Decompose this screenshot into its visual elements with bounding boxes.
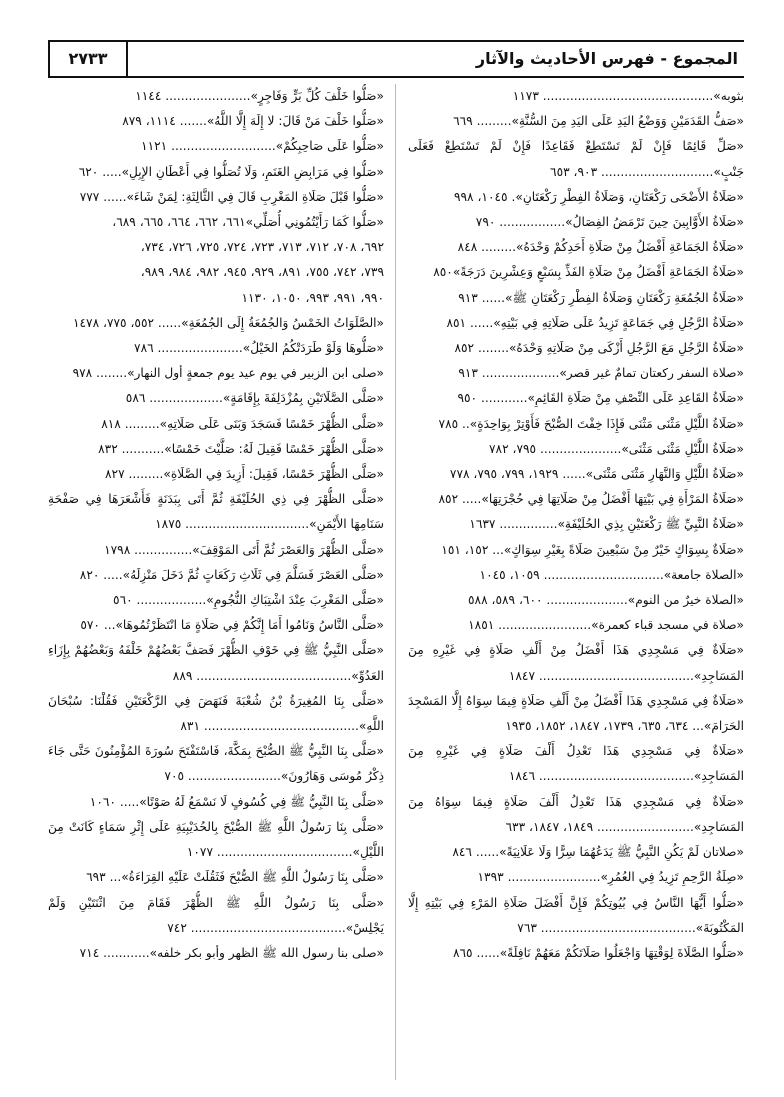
index-entry: «صَلَاةُ الرَّجُلِ فِي جَمَاعَةٍ تَزِيدُ عَلَى صَلَاتِهِ فِي بَيْتِهِ»...... ٨٥١ [446, 315, 744, 330]
index-entry: «صَلُّوا أَيُّهَا النَّاسُ فِي بُيُوتِكُمْ فَإِنَّ أَفْضَلَ صَلَاةِ المَرْءِ فِي بَيْتِهِ إِلَّا المَكْتُوبَةَ»........................................ ٧٦٣ [408, 895, 744, 935]
index-entry: «صَلَاةُ القَاعِدِ عَلَى النِّصْفِ مِنْ صَلَاةِ القَائِمِ»............ ٩٥٠ [457, 391, 744, 406]
index-entry: «صَلَّى النَّاسُ وَنَامُوا أَمَا إِنَّكُمْ فِي صَلَاةٍ مَا انْتَظَرْتُمُوهَا»... ٥٧٠ [80, 618, 384, 633]
index-entry: «صَلَاةُ الأَوَّابِينَ حِينَ تَرْمَضُ الفِصَالُ»................. ٧٩٠ [475, 215, 744, 230]
index-entry: «صَلَّى الظُّهْرَ خَمْسًا، فَقِيلَ: أَزِيدَ فِي الصَّلَاةِ»......... ٨٢٧ [105, 467, 384, 482]
index-entry: «صَلَاةُ الجُمُعَةِ رَكْعَتَانِ وَصَلَاةُ الفِطْرِ رَكْعَتَانِ ﷺ»...... ٩١٣ [458, 290, 744, 305]
index-entry: «الصَّلَوَاتُ الخَمْسُ وَالجُمُعَةُ إِلَى الجُمُعَةِ»...... ٥٥٢، ٧٧٥، ١٤٧٨ [72, 315, 384, 330]
index-entry: «صَلَاةٌ فِي مَسْجِدِي هَذَا أَفْضَلُ مِنْ أَلْفِ صَلَاةٍ فِي غَيْرِهِ مِنَ المَسَاجِدِ»........................................ ١٨٤٧ [408, 643, 744, 683]
index-entry: «صَلَاةُ الرَّجُلِ مَعَ الرَّجُلِ أَزْكَى مِنْ صَلَاتِهِ وَحْدَهُ»........ ٨٥٢ [454, 341, 744, 356]
index-entry: بثوبه»............................................ ١١٧٣ [512, 89, 744, 103]
index-entry: «صَلَّى العَصْرَ فَسَلَّمَ فِي ثَلَاثِ رَكَعَاتٍ ثُمَّ دَخَلَ مَنْزِلَهُ»..... ٨٢٠ [79, 567, 384, 582]
index-entry: «صَلُّوهَا وَلَوْ طَرَدَتْكُمُ الخَيْلُ»...................... ٧٨٦ [134, 341, 384, 356]
left-column [48, 84, 384, 966]
index-entry: «صَلَّى الظُّهْرَ خَمْسًا فَسَجَدَ وَبَنَى عَلَى صَلَاتِهِ»......... ٨١٨ [101, 416, 384, 431]
index-entry: «صلاة في مسجد قباء كعمرة»........................ ١٨٥١ [468, 618, 744, 633]
index-entry: «الصلاة جامعة»............................... ١٠٥٩، ١٠٤٥ [479, 567, 744, 582]
index-entry: «صَلِّ قَائِمًا فَإِنْ لَمْ تَسْتَطِعْ فَقَاعِدًا فَإِنْ لَمْ تَسْتَطِعْ فَعَلَى جَنْبٍ»............................. ٩٠٣، ٦٥٣ [408, 139, 744, 179]
index-entry: «صَلَّى بِنَا النَّبِيُّ ﷺ الصُّبْحَ بِمَكَّةَ، فَاسْتَفْتَحَ سُورَةَ المُؤْمِنُونَ حَتَّى جَاءَ ذِكْرُ مُوسَى وَهَارُونَ»........................ ٧٠٥ [48, 744, 384, 784]
index-page [48, 30, 744, 1080]
index-entry: «صَلُّوا الصَّلَاةَ لِوَقْتِهَا وَاجْعَلُوا صَلَاتَكُمْ مَعَهُمْ نَافِلَةً»...... ٨٦٥ [452, 945, 744, 960]
index-entry: «صَلَّى الصَّلَاتَيْنِ بِمُزْدَلِفَةَ بِإِقَامَةٍ»................... ٥٨٦ [125, 391, 384, 406]
index-entry: «صَلَّى النَّبِيُّ ﷺ فِي خَوْفِ الظُّهْرَ فَصَفَّ بَعْضُهُمْ خَلْفَهُ وَبَعْضُهُمْ بِإِزَاءِ العَدُوِّ»........................................ ٨٨٩ [48, 643, 384, 683]
index-entry: «صَلُّوا فِي مَرَابِضِ الغَنَمِ، وَلَا تُصَلُّوا فِي أَعْطَانِ الإِبِلِ»..... ٦٢٠ [78, 164, 384, 179]
index-entry: «صَلُّوا قَبْلَ صَلَاةِ المَغْرِبِ قَالَ فِي الثَّالِثَةِ: لِمَنْ شَاءَ»...... ٧٧٧ [79, 189, 384, 204]
index-entry: «صلاة السفر ركعتان تمامٌ غير قصر».................... ٩١٣ [458, 366, 744, 381]
running-header [48, 40, 744, 78]
index-entry: «صَلُّوا عَلَى صَاحِبِكُمْ»........................... ١١٢١ [141, 139, 384, 154]
right-column [408, 84, 744, 966]
index-entry: «صَلَاةُ اللَّيْلِ مَثْنَى مَثْنَى فَإِذَا خِفْتَ الصُّبْحَ فَأَوْتِرْ بِوَاحِدَةٍ».. ٧٨٥ [438, 416, 744, 431]
page-number: ٢٧٣٣ [48, 42, 128, 76]
index-entry: «صَلَّى الظُّهْرَ وَالعَصْرَ ثُمَّ أَتَى المَوْقِفَ»............... ١٧٩٨ [104, 542, 384, 557]
index-entry: «صَلَّى بِنَا المُغِيرَةُ بْنُ شُعْبَةَ فَنَهَضَ فِي الرَّكْعَتَيْنِ فَقُلْنَا: سُبْحَانَ اللَّهِ»........................................ ٨٣١ [48, 693, 384, 734]
index-entry: «صَلَاةٌ فِي مَسْجِدِي هَذَا تَعْدِلُ أَلْفَ صَلَاةٍ فِيمَا سِوَاهُ مِنَ المَسَاجِدِ»......................... ١٨٤٩، ١٨٤٧، ٦٣٣ [408, 794, 744, 834]
index-columns [48, 84, 744, 1080]
column-divider [395, 84, 396, 1080]
index-entry: «صَلَاةُ الأَضْحَى رَكْعَتَانِ، وَصَلَاةُ الفِطْرِ رَكْعَتَانِ». ١٠٤٥، ٩٩٨ [453, 189, 744, 204]
index-entry: ٦٩٢، ٧٠٨، ٧١٢، ٧١٣، ٧٢٣، ٧٢٤، ٧٢٥، ٧٢٦، ٧٣٤، [140, 240, 384, 255]
index-entry: «صَلَاةٌ فِي مَسْجِدِي هَذَا أَفْضَلُ مِنْ أَلْفِ صَلَاةٍ فِيمَا سِوَاهُ إِلَّا المَسْجِدَ الحَرَامَ»... ٦٣٤، ٦٣٥، ١٧٣٩، ١٨٤٧، ١٨٥٢، ١٩٣٥ [408, 693, 744, 734]
index-entry: «صَلَاةُ اللَّيْلِ وَالنَّهَارِ مَثْنَى مَثْنَى»...... ١٩٢٩، ٧٩٩، ٧٩٥، ٧٧٨ [449, 467, 744, 482]
index-entry: «صلى ابن الزبير في يوم عيد يوم جمعةٍ أول النهار»........ ٩٧٨ [72, 366, 384, 381]
index-entry: «صَلَّى بِنَا رَسُولُ اللَّهِ ﷺ الصُّبْحَ بِالحُدَيْبِيَةِ عَلَى إِثْرِ سَمَاءٍ كَانَتْ مِنَ اللَّيْلِ»................................... ١٠٧٧ [48, 819, 384, 860]
index-entry: «صَلَاةُ الجَمَاعَةِ أَفْضَلُ مِنْ صَلَاةِ الفَذِّ بِسَبْعٍ وَعِشْرِينَ دَرَجَةً»٨٥٠ [433, 265, 744, 280]
index-entry: «صَلَاةُ اللَّيْلِ مَثْنَى مَثْنَى»..................... ٧٩٥، ٧٨٢ [489, 441, 744, 456]
index-entry: «صَلَاةُ النَّبِيِّ ﷺ رَكْعَتَيْنِ بِذِي الحُلَيْفَةِ»............... ١٦٣٧ [469, 517, 744, 532]
index-entry: «صَلَاةٌ فِي مَسْجِدِي هَذَا تَعْدِلُ أَلْفَ صَلَاةٍ فِي غَيْرِهِ مِنَ المَسَاجِدِ»........................................ ١٨٤٦ [408, 744, 744, 784]
index-entry: «صَلَّى الظُّهْرَ خَمْسًا فَقِيلَ لَهُ: صَلَّيْتَ خَمْسًا»........... ٨٣٢ [98, 441, 384, 456]
header-title: المجموع - فهرس الأحاديث والآثار [475, 49, 738, 68]
index-entry: ٧٣٩، ٧٤٢، ٧٥٥، ٨٩١، ٩٢٩، ٩٤٥، ٩٨٢، ٩٨٤، ٩٨٩، [140, 265, 384, 280]
index-entry: «صَلَّى الظُّهْرَ فِي ذِي الحُلَيْفَةِ ثُمَّ أَتَى بِبَدَنَةٍ فَأَشْعَرَهَا فِي صَفْحَةِ سَنَامِهَا الأَيْمَنِ»................................ ١٨٧٥ [48, 492, 384, 532]
index-entry: «صَلَاةُ الجَمَاعَةِ أَفْضَلُ مِنْ صَلَاةِ أَحَدِكُمْ وَحْدَهُ»......... ٨٤٨ [457, 240, 744, 255]
index-entry: ٩٩٠، ٩٩١، ٩٩٣، ١٠٥٠، ١١٣٠ [241, 290, 384, 305]
index-entry: «صَلُّوا خَلْفَ مَنْ قَالَ: لا إِلَهَ إِلَّا اللَّهُ»....... ١١١٤، ٨٧٩ [122, 114, 384, 129]
index-entry: «صَلَّى بِنَا رَسُولُ اللَّهِ ﷺ الظُّهْرَ فَقَامَ مِنَ اثْنَتَيْنِ وَلَمْ يَجْلِسْ»........................................ ٧٤٢ [48, 895, 384, 935]
index-entry: «صَفُّ القَدَمَيْنِ وَوَضْعُ اليَدِ عَلَى اليَدِ مِنَ السُّنَّةِ»......... ٦٦٩ [453, 114, 744, 129]
index-entry: «صَلَّى المَغْرِبَ عِنْدَ اشْتِبَاكِ النُّجُومِ».................. ٥٦٠ [113, 593, 384, 608]
index-entry: «صلى بنا رسول الله ﷺ الظهر وأبو بكر خلفه»............ ٧١٤ [79, 945, 384, 960]
index-entry: «صَلَاةٌ بِسِوَاكٍ خَيْرٌ مِنْ سَبْعِينَ صَلَاةً بِغَيْرِ سِوَاكٍ»... ١٥٢، ١٥١ [441, 542, 744, 557]
index-entry: «صَلَّى بِنَا النَّبِيُّ ﷺ فِي كُسُوفٍ لَا نَسْمَعُ لَهُ صَوْتًا»..... ١٠٦٠ [89, 794, 384, 809]
index-entry: «صَلُّوا خَلْفَ كُلِّ بَرٍّ وَفَاجِرٍ»...................... ١١٤٤ [135, 89, 384, 103]
index-entry: «صلاتان لَمْ يَكُنِ النَّبِيُّ ﷺ يَدَعُهُمَا سِرًّا وَلَا عَلَانِيَةً»...... ٨٤٦ [452, 845, 744, 860]
index-entry: «صِلَةُ الرَّحِمِ تَزِيدُ فِي العُمُرِ»........................ ١٣٩٣ [477, 870, 744, 885]
index-entry: «صَلَّى بِنَا رَسُولُ اللَّهِ ﷺ الصُّبْحَ فَثَقُلَتْ عَلَيْهِ القِرَاءَةُ»... ٦٩٣ [86, 870, 384, 885]
index-entry: «صَلُّوا كَمَا رَأَيْتُمُونِي أُصَلِّي»٦٦١، ٦٦٢، ٦٦٤، ٦٦٥، ٦٨٩، [112, 215, 384, 230]
index-entry: «صَلَاةُ المَرْأَةِ فِي بَيْتِهَا أَفْضَلُ مِنْ صَلَاتِهَا فِي حُجْرَتِهَا»..... ٨٥٢ [438, 492, 744, 507]
index-entry: «الصلاة خيرٌ من النوم»..................... ٦٠٠، ٥٨٩، ٥٨٨ [468, 593, 744, 608]
